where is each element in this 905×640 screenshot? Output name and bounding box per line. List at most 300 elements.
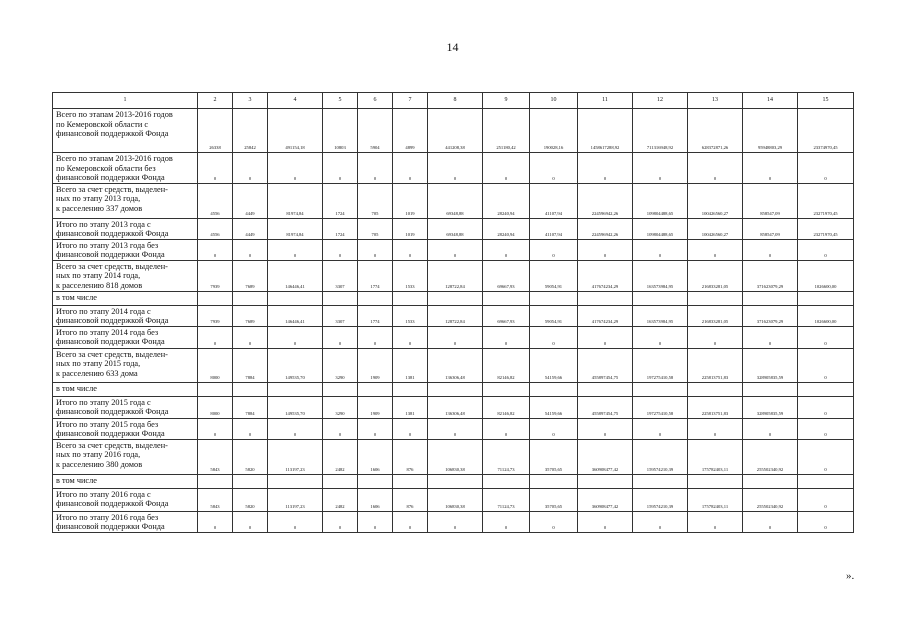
row-label bbox=[53, 511, 198, 532]
table-row bbox=[53, 474, 854, 488]
table-cell bbox=[233, 291, 268, 305]
program-table bbox=[52, 92, 854, 533]
table-cell bbox=[358, 382, 393, 396]
row-label bbox=[53, 153, 198, 184]
table-cell bbox=[483, 382, 530, 396]
table-cell: 0 bbox=[743, 511, 798, 532]
table-cell: 8000 bbox=[198, 396, 233, 418]
table-cell bbox=[578, 382, 633, 396]
table-cell bbox=[393, 382, 428, 396]
table-cell: 255502340,92 bbox=[743, 488, 798, 511]
column-number-13: 13 bbox=[688, 93, 743, 109]
row-label-line: финансовой поддержки Фонда bbox=[56, 337, 165, 346]
table-cell bbox=[483, 291, 530, 305]
table-cell: 1606 bbox=[358, 488, 393, 511]
table-cell bbox=[323, 291, 358, 305]
table-cell: 106830,38 bbox=[428, 488, 483, 511]
row-label bbox=[53, 474, 198, 488]
table-cell: 149535,70 bbox=[268, 396, 323, 418]
table-cell: 705 bbox=[358, 183, 393, 218]
row-label-line: Всего по этапам 2013-2016 годов bbox=[56, 110, 173, 119]
table-cell bbox=[530, 474, 578, 488]
table-cell: 1909 bbox=[358, 348, 393, 382]
closing-quote-mark: ». bbox=[846, 570, 855, 582]
table-cell: 0 bbox=[233, 511, 268, 532]
table-cell bbox=[530, 382, 578, 396]
table-cell: 858547,09 bbox=[743, 183, 798, 218]
table-cell: 136306,48 bbox=[428, 348, 483, 382]
table-cell: 69348,88 bbox=[428, 183, 483, 218]
table-cell: 0 bbox=[358, 511, 393, 532]
column-number-1: 1 bbox=[53, 93, 198, 109]
table-cell: 225813751,83 bbox=[688, 348, 743, 382]
table-row bbox=[53, 239, 854, 260]
table-cell: 59054,91 bbox=[530, 260, 578, 291]
column-number-10: 10 bbox=[530, 93, 578, 109]
table-row bbox=[53, 218, 854, 239]
table-row bbox=[53, 305, 854, 326]
table-cell: 35705,65 bbox=[530, 439, 578, 474]
table-cell: 0 bbox=[578, 418, 633, 439]
table-cell: 1026600,00 bbox=[798, 260, 854, 291]
table-cell: 1533 bbox=[393, 260, 428, 291]
table-cell: 0 bbox=[578, 153, 633, 184]
table-cell: 0 bbox=[743, 239, 798, 260]
page-number: 14 bbox=[446, 40, 459, 54]
row-label-line: финансовой поддержки Фонда bbox=[56, 429, 165, 438]
row-label-line: Всего за счет средств, выделен- bbox=[56, 440, 168, 450]
table-cell: 197275410,58 bbox=[633, 396, 688, 418]
row-label-line: Итого по этапу 2016 года с bbox=[56, 489, 151, 499]
table-cell: 0 bbox=[633, 153, 688, 184]
row-label-line: финансовой поддержки Фонда bbox=[56, 250, 165, 259]
table-cell: 175782403,11 bbox=[688, 439, 743, 474]
table-cell: 25842 bbox=[233, 109, 268, 153]
table-cell: 100426560,27 bbox=[688, 183, 743, 218]
table-cell bbox=[393, 474, 428, 488]
table-cell: 0 bbox=[358, 418, 393, 439]
row-label-line: по Кемеровской области с bbox=[56, 119, 149, 129]
table-cell bbox=[268, 291, 323, 305]
table-cell: 255502340,92 bbox=[743, 439, 798, 474]
table-cell: 328905835,59 bbox=[743, 348, 798, 382]
table-cell: 417674234,29 bbox=[578, 305, 633, 326]
table-cell: 54159,66 bbox=[530, 348, 578, 382]
table-cell bbox=[633, 291, 688, 305]
table-cell: 81974,84 bbox=[268, 218, 323, 239]
row-label bbox=[53, 326, 198, 348]
row-label-line: в том числе bbox=[56, 475, 97, 485]
table-cell: 0 bbox=[268, 511, 323, 532]
table-cell: 455897454,75 bbox=[578, 348, 633, 382]
table-cell: 41107,94 bbox=[530, 218, 578, 239]
table-cell: 0 bbox=[633, 326, 688, 348]
table-cell: 3307 bbox=[323, 305, 358, 326]
table-cell: 455897454,75 bbox=[578, 396, 633, 418]
table-cell: 4449 bbox=[233, 183, 268, 218]
row-label bbox=[53, 382, 198, 396]
table-cell: 876 bbox=[393, 439, 428, 474]
table-cell: 0 bbox=[798, 396, 854, 418]
table-cell: 224596942,26 bbox=[578, 183, 633, 218]
table-cell: 3290 bbox=[323, 396, 358, 418]
table-cell: 0 bbox=[743, 418, 798, 439]
table-cell: 128722,84 bbox=[428, 305, 483, 326]
row-label bbox=[53, 260, 198, 291]
table-cell: 69348,88 bbox=[428, 218, 483, 239]
table-cell: 41107,94 bbox=[530, 183, 578, 218]
column-number-11: 11 bbox=[578, 93, 633, 109]
table-cell: 109804488,65 bbox=[633, 183, 688, 218]
table-cell: 69667,93 bbox=[483, 305, 530, 326]
table-cell: 26338 bbox=[198, 109, 233, 153]
row-label-line: Всего за счет средств, выделен- bbox=[56, 349, 168, 359]
table-cell: 0 bbox=[268, 326, 323, 348]
table-cell: 8000 bbox=[198, 348, 233, 382]
table-cell: 0 bbox=[323, 239, 358, 260]
table-cell: 0 bbox=[393, 239, 428, 260]
table-cell: 328905835,59 bbox=[743, 396, 798, 418]
table-cell bbox=[743, 291, 798, 305]
row-label-line: по Кемеровской области без bbox=[56, 163, 156, 173]
table-cell: 0 bbox=[798, 418, 854, 439]
table-cell: 10803 bbox=[323, 109, 358, 153]
table-cell: 0 bbox=[530, 326, 578, 348]
table-cell: 0 bbox=[428, 418, 483, 439]
table-row bbox=[53, 291, 854, 305]
table-cell: 0 bbox=[530, 239, 578, 260]
table-cell: 0 bbox=[688, 153, 743, 184]
table-row bbox=[53, 109, 854, 153]
table-cell: 0 bbox=[483, 326, 530, 348]
table-cell: 0 bbox=[483, 511, 530, 532]
table-cell bbox=[743, 474, 798, 488]
table-cell bbox=[233, 382, 268, 396]
table-cell: 7884 bbox=[233, 348, 268, 382]
header-row bbox=[53, 93, 854, 109]
table-cell: 0 bbox=[743, 153, 798, 184]
table-cell: 5843 bbox=[198, 488, 233, 511]
row-label-line: к расселению 337 домов bbox=[56, 203, 143, 213]
table-cell: 4899 bbox=[393, 109, 428, 153]
table-cell: 109804488,65 bbox=[633, 218, 688, 239]
row-label-line: финансовой поддержкой Фонда bbox=[56, 499, 169, 508]
table-cell: 705 bbox=[358, 218, 393, 239]
table-cell: 0 bbox=[268, 418, 323, 439]
table-cell: 1606 bbox=[358, 439, 393, 474]
row-label-line: финансовой поддержкой Фонда bbox=[56, 316, 169, 325]
table-cell: 0 bbox=[198, 239, 233, 260]
table-cell: 0 bbox=[198, 418, 233, 439]
row-label bbox=[53, 239, 198, 260]
table-cell: 159574210,39 bbox=[633, 439, 688, 474]
table-cell bbox=[393, 291, 428, 305]
table-cell bbox=[743, 382, 798, 396]
table-cell bbox=[198, 474, 233, 488]
table-cell: 0 bbox=[798, 488, 854, 511]
table-cell: 0 bbox=[688, 418, 743, 439]
table-cell: 0 bbox=[393, 326, 428, 348]
row-label-line: Итого по этапу 2015 года с bbox=[56, 397, 151, 407]
table-cell: 1381 bbox=[393, 348, 428, 382]
table-cell: 5820 bbox=[233, 488, 268, 511]
table-cell: 149535,70 bbox=[268, 348, 323, 382]
table-cell: 23271970,45 bbox=[798, 218, 854, 239]
table-cell: 0 bbox=[633, 511, 688, 532]
table-cell: 858547,09 bbox=[743, 218, 798, 239]
table-cell: 1026600,00 bbox=[798, 305, 854, 326]
column-number-15: 15 bbox=[798, 93, 854, 109]
table-cell: 360908477,42 bbox=[578, 439, 633, 474]
table-cell: 82146,82 bbox=[483, 396, 530, 418]
table-row bbox=[53, 326, 854, 348]
table-cell bbox=[268, 382, 323, 396]
table-cell: 128722,84 bbox=[428, 260, 483, 291]
table-cell bbox=[798, 382, 854, 396]
table-cell: 0 bbox=[633, 418, 688, 439]
table-cell: 0 bbox=[198, 511, 233, 532]
table-cell: 0 bbox=[323, 153, 358, 184]
table-cell: 0 bbox=[483, 153, 530, 184]
table-cell: 163573984,95 bbox=[633, 305, 688, 326]
table-cell: 0 bbox=[798, 153, 854, 184]
row-label bbox=[53, 396, 198, 418]
row-label-line: финансовой поддержкой Фонда bbox=[56, 229, 169, 238]
row-label-line: финансовой поддержкой Фонда bbox=[56, 407, 169, 416]
table-cell: 0 bbox=[530, 153, 578, 184]
table-cell: 28240,94 bbox=[483, 218, 530, 239]
row-label-line: к расселению 633 дома bbox=[56, 368, 138, 378]
row-label-line: Итого по этапу 2014 года без bbox=[56, 327, 159, 337]
column-number-7: 7 bbox=[393, 93, 428, 109]
row-label bbox=[53, 291, 198, 305]
table-cell: 628372871,26 bbox=[688, 109, 743, 153]
table-cell: 1533 bbox=[393, 305, 428, 326]
table-cell: 371623079,29 bbox=[743, 305, 798, 326]
table-cell: 0 bbox=[358, 326, 393, 348]
table-cell: 175782403,11 bbox=[688, 488, 743, 511]
table-cell: 0 bbox=[688, 326, 743, 348]
column-number-6: 6 bbox=[358, 93, 393, 109]
table-cell: 0 bbox=[688, 511, 743, 532]
table-cell: 4556 bbox=[198, 183, 233, 218]
row-label-line: финансовой поддержки Фонда bbox=[56, 173, 165, 182]
table-cell: 711316948,92 bbox=[633, 109, 688, 153]
table-row bbox=[53, 348, 854, 382]
table-cell: 163573984,95 bbox=[633, 260, 688, 291]
table-cell: 0 bbox=[798, 239, 854, 260]
table-cell: 146446,41 bbox=[268, 260, 323, 291]
table-cell bbox=[798, 474, 854, 488]
table-cell: 0 bbox=[323, 326, 358, 348]
table-cell: 7884 bbox=[233, 396, 268, 418]
table-cell: 1458617288,92 bbox=[578, 109, 633, 153]
table-cell: 5820 bbox=[233, 439, 268, 474]
table-cell: 4449 bbox=[233, 218, 268, 239]
table-cell: 71124,73 bbox=[483, 488, 530, 511]
row-label-line: Итого по этапу 2015 года без bbox=[56, 419, 159, 429]
table-cell: 0 bbox=[578, 239, 633, 260]
table-cell bbox=[358, 474, 393, 488]
table-cell: 4556 bbox=[198, 218, 233, 239]
table-cell: 0 bbox=[798, 511, 854, 532]
table-row bbox=[53, 488, 854, 511]
table-cell: 7689 bbox=[233, 260, 268, 291]
table-cell: 106830,38 bbox=[428, 439, 483, 474]
table-cell: 0 bbox=[530, 511, 578, 532]
table-cell: 81974,84 bbox=[268, 183, 323, 218]
row-label-line: к расселению 380 домов bbox=[56, 459, 143, 469]
table-cell: 7939 bbox=[198, 260, 233, 291]
table-row bbox=[53, 439, 854, 474]
table-row bbox=[53, 418, 854, 439]
column-number-14: 14 bbox=[743, 93, 798, 109]
table-cell: 0 bbox=[428, 511, 483, 532]
table-cell: 0 bbox=[198, 153, 233, 184]
table-cell: 0 bbox=[428, 326, 483, 348]
column-number-12: 12 bbox=[633, 93, 688, 109]
table-cell bbox=[198, 382, 233, 396]
table-cell: 113197,23 bbox=[268, 488, 323, 511]
table-cell: 28240,94 bbox=[483, 183, 530, 218]
table-cell: 0 bbox=[323, 511, 358, 532]
table-cell: 0 bbox=[198, 326, 233, 348]
table-cell: 491154,18 bbox=[268, 109, 323, 153]
table-cell: 0 bbox=[393, 418, 428, 439]
table-cell: 54159,66 bbox=[530, 396, 578, 418]
row-label bbox=[53, 183, 198, 218]
table-cell: 23271970,45 bbox=[798, 183, 854, 218]
table-cell: 417674234,29 bbox=[578, 260, 633, 291]
row-label bbox=[53, 109, 198, 153]
table-cell bbox=[633, 382, 688, 396]
table-cell: 216833281,05 bbox=[688, 305, 743, 326]
table-cell bbox=[578, 474, 633, 488]
table-cell: 2482 bbox=[323, 439, 358, 474]
row-label bbox=[53, 439, 198, 474]
row-label-line: ных по этапу 2015 года, bbox=[56, 359, 141, 368]
table-cell: 159574210,39 bbox=[633, 488, 688, 511]
table-cell: 146446,41 bbox=[268, 305, 323, 326]
table-cell bbox=[633, 474, 688, 488]
table-cell: 0 bbox=[483, 239, 530, 260]
table-cell bbox=[323, 382, 358, 396]
table-row bbox=[53, 382, 854, 396]
table-cell: 0 bbox=[233, 326, 268, 348]
table-cell: 1724 bbox=[323, 218, 358, 239]
table-cell bbox=[428, 474, 483, 488]
table-cell bbox=[688, 291, 743, 305]
table-cell bbox=[483, 474, 530, 488]
table-cell: 225813751,83 bbox=[688, 396, 743, 418]
table-cell bbox=[798, 291, 854, 305]
table-cell: 1774 bbox=[358, 305, 393, 326]
table-cell: 5843 bbox=[198, 439, 233, 474]
table-cell: 0 bbox=[530, 418, 578, 439]
table-cell: 0 bbox=[428, 153, 483, 184]
table-row bbox=[53, 396, 854, 418]
table-cell bbox=[428, 291, 483, 305]
row-label bbox=[53, 418, 198, 439]
table-cell: 0 bbox=[483, 418, 530, 439]
table-cell: 190028,16 bbox=[530, 109, 578, 153]
table-cell: 0 bbox=[633, 239, 688, 260]
table-cell: 82146,82 bbox=[483, 348, 530, 382]
row-label-line: Всего за счет средств, выделен- bbox=[56, 184, 168, 194]
column-number-8: 8 bbox=[428, 93, 483, 109]
table-cell: 136306,48 bbox=[428, 396, 483, 418]
table-cell: 0 bbox=[358, 153, 393, 184]
table-cell: 0 bbox=[268, 153, 323, 184]
table-cell bbox=[198, 291, 233, 305]
row-label bbox=[53, 488, 198, 511]
table-cell: 0 bbox=[578, 511, 633, 532]
row-label-line: Всего по этапам 2013-2016 годов bbox=[56, 154, 173, 163]
table-cell bbox=[578, 291, 633, 305]
table-cell: 0 bbox=[798, 348, 854, 382]
table-cell: 441208,38 bbox=[428, 109, 483, 153]
table-cell: 0 bbox=[358, 239, 393, 260]
table-cell: 0 bbox=[323, 418, 358, 439]
table-cell: 1774 bbox=[358, 260, 393, 291]
table-cell: 1019 bbox=[393, 183, 428, 218]
table-cell bbox=[688, 382, 743, 396]
row-label-line: Итого по этапу 2013 года с bbox=[56, 219, 151, 229]
row-label-line: ных по этапу 2016 года, bbox=[56, 450, 141, 459]
table-cell bbox=[530, 291, 578, 305]
table-cell: 3290 bbox=[323, 348, 358, 382]
row-label-line: в том числе bbox=[56, 292, 97, 302]
row-label bbox=[53, 305, 198, 326]
table-cell: 216833281,05 bbox=[688, 260, 743, 291]
table-cell: 95948803,29 bbox=[743, 109, 798, 153]
table-cell: 197275410,58 bbox=[633, 348, 688, 382]
column-number-3: 3 bbox=[233, 93, 268, 109]
table-cell: 23374970,45 bbox=[798, 109, 854, 153]
table-cell: 0 bbox=[798, 326, 854, 348]
column-number-5: 5 bbox=[323, 93, 358, 109]
table-cell: 0 bbox=[393, 511, 428, 532]
row-label-line: Итого по этапу 2013 года без bbox=[56, 240, 159, 250]
table-cell: 0 bbox=[798, 439, 854, 474]
table-cell: 0 bbox=[743, 326, 798, 348]
row-label bbox=[53, 348, 198, 382]
column-number-4: 4 bbox=[268, 93, 323, 109]
table-cell: 7939 bbox=[198, 305, 233, 326]
row-label-line: ных по этапу 2014 года, bbox=[56, 271, 141, 280]
row-label-line: к расселению 818 домов bbox=[56, 280, 143, 290]
row-label-line: Всего за счет средств, выделен- bbox=[56, 261, 168, 271]
column-number-2: 2 bbox=[198, 93, 233, 109]
table-cell: 876 bbox=[393, 488, 428, 511]
table-cell: 69667,93 bbox=[483, 260, 530, 291]
table-cell: 0 bbox=[233, 153, 268, 184]
table-cell: 224596942,26 bbox=[578, 218, 633, 239]
table-cell bbox=[233, 474, 268, 488]
table-cell: 0 bbox=[428, 239, 483, 260]
table-cell: 0 bbox=[578, 326, 633, 348]
table-cell: 371623079,29 bbox=[743, 260, 798, 291]
table-cell: 251180,42 bbox=[483, 109, 530, 153]
table-cell: 0 bbox=[688, 239, 743, 260]
table-cell: 2482 bbox=[323, 488, 358, 511]
row-label-line: Итого по этапу 2016 года без bbox=[56, 512, 159, 522]
row-label bbox=[53, 218, 198, 239]
table-cell: 1724 bbox=[323, 183, 358, 218]
table-cell: 0 bbox=[233, 418, 268, 439]
table-cell: 1381 bbox=[393, 396, 428, 418]
row-label-line: Итого по этапу 2014 года с bbox=[56, 306, 151, 316]
